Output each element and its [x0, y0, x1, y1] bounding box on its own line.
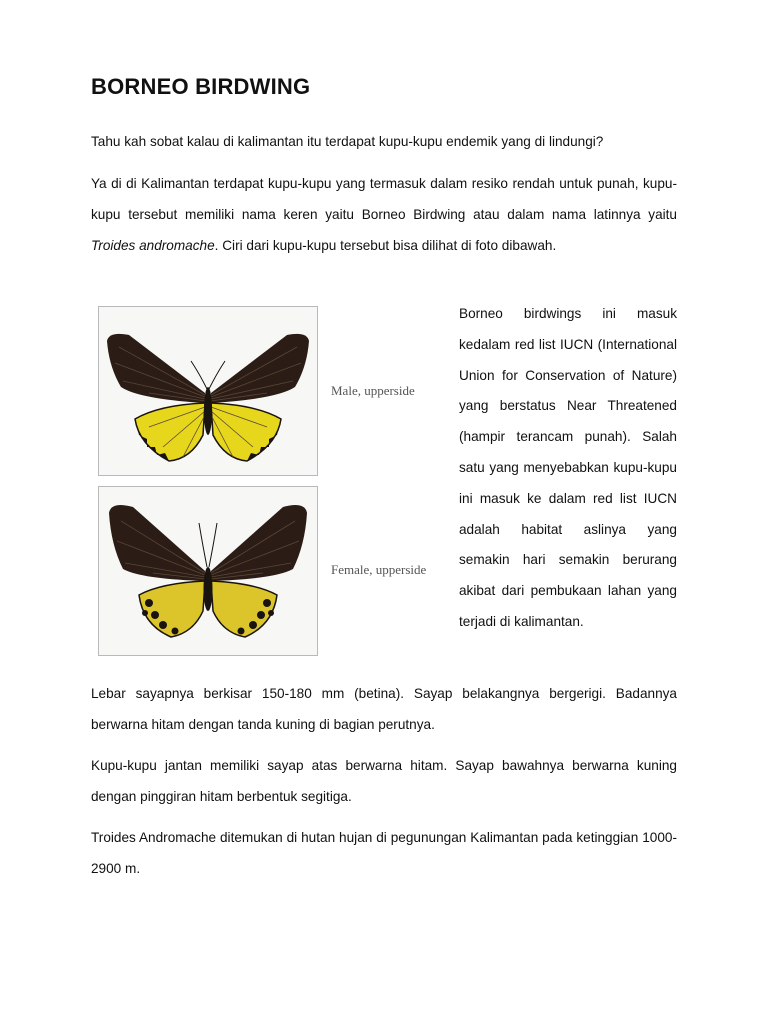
male-left-forewing [107, 334, 205, 403]
habitat-paragraph: Troides Andromache ditemukan di hutan hujan di pegunungan Kalimantan pada ketinggian 1000-2900 m. [91, 830, 677, 876]
male-description-paragraph: Kupu-kupu jantan memiliki sayap atas berwarna hitam. Sayap bawahnya berwarna kuning dengan pinggiran hitam berbentuk segitiga. [91, 758, 677, 804]
male-right-forewing [211, 334, 309, 403]
intro-question: Tahu kah sobat kalau di kalimantan itu terdapat kupu-kupu endemik yang di lindungi? [91, 134, 604, 149]
female-caption: Female, upperside [331, 562, 427, 577]
male-right-hindwing [211, 403, 281, 461]
female-right-hindwing [211, 581, 277, 637]
female-antennae [199, 523, 217, 567]
female-body [204, 567, 213, 611]
male-butterfly-photo [98, 306, 318, 476]
intro-text-start: Ya di di Kalimantan terdapat kupu-kupu yang termasuk dalam resiko rendah untuk punah, kupu-kupu tersebut memiliki nama keren yaitu Borneo Birdwing atau dalam nama latinnya yaitu [91, 176, 677, 222]
butterfly-figure [98, 306, 443, 658]
female-butterfly-image [99, 487, 317, 655]
intro-text-end: . Ciri dari kupu-kupu tersebut bisa dilihat di foto dibawah. [214, 238, 557, 253]
female-butterfly-photo [98, 486, 318, 656]
female-left-hindwing [139, 581, 205, 637]
iucn-paragraph: Borneo birdwings ini masuk kedalam red list IUCN (International Union for Conservation of Nature) yang berstatus Near Threatened (hampir terancam punah). Salah satu yang menyebabkan kupu-kupu ini masuk ke dalam red list IUCN adalah habitat aslinya yang semakin hari semakin berurang akibat dari pembukaan lahan yang terjadi di kalimantan. [459, 306, 677, 629]
male-butterfly-image [99, 307, 317, 475]
page-title: BORNEO BIRDWING [91, 74, 311, 99]
species-name: Troides andromache [91, 238, 215, 253]
male-caption: Male, upperside [331, 383, 415, 398]
male-left-hindwing [135, 403, 205, 461]
male-body [204, 387, 212, 435]
male-antennae [191, 361, 225, 389]
wingspan-paragraph: Lebar sayapnya berkisar 150-180 mm (betina). Sayap belakangnya bergerigi. Badannya berwarna hitam dengan tanda kuning di bagian perutnya. [91, 686, 677, 732]
intro-paragraph [91, 168, 677, 261]
